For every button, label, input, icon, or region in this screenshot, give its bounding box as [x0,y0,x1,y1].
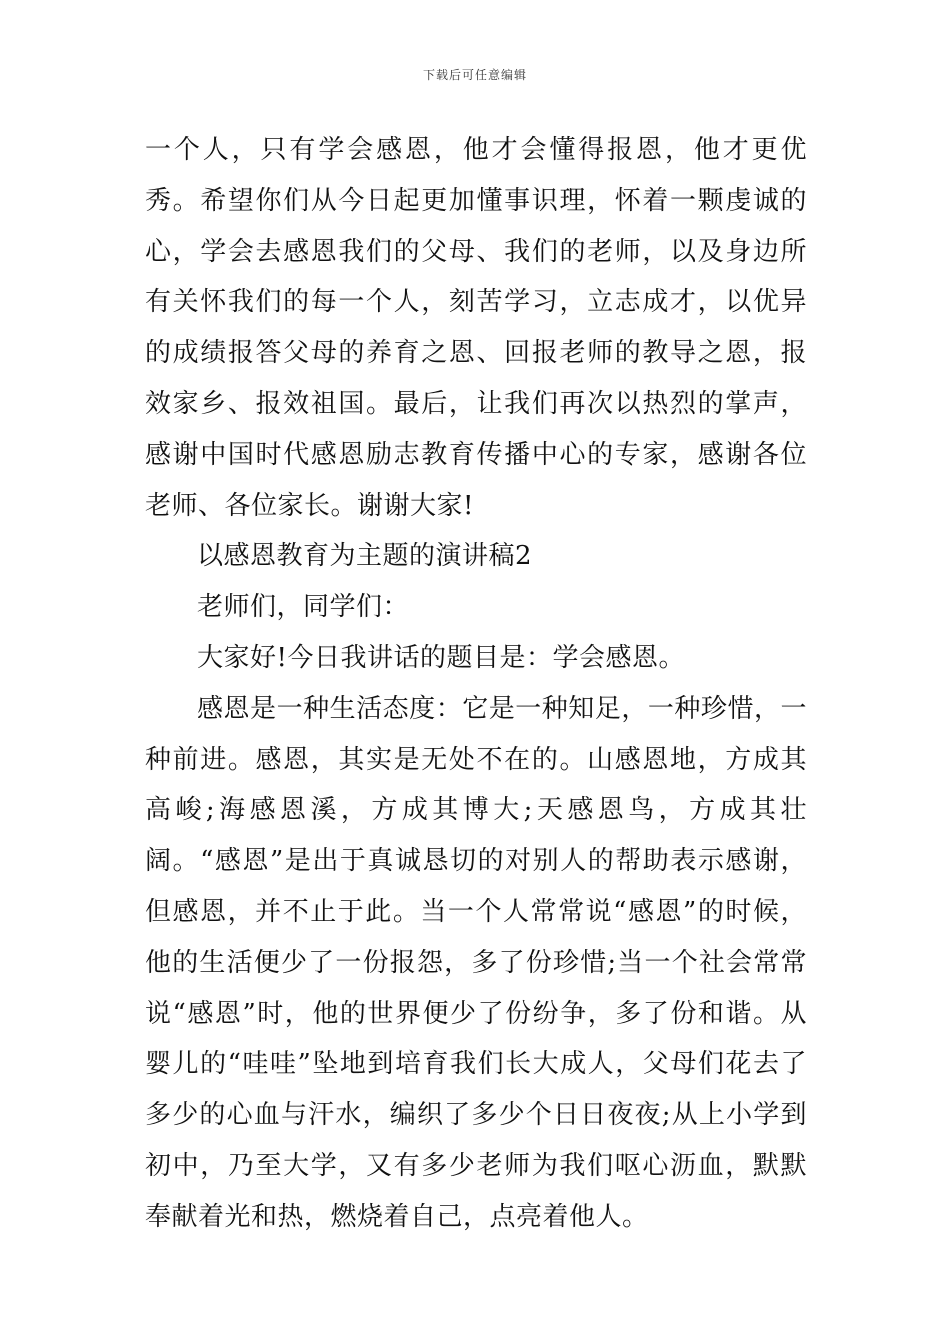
paragraph-greeting: 大家好!今日我讲话的题目是：学会感恩。 [197,642,685,673]
paragraph-main: 感恩是一种生活态度：它是一种知足，一种珍惜，一种前进。感恩，其实是无处不在的。山感恩地，方成其高峻;海感恩溪，方成其博大;天感恩鸟，方成其壮阔。“感恩”是出于真诚恳切的对别人的帮助表示感谢，但感恩，并不止于此。当一个人常常说“感恩”的时候，他的生活便少了一份报怨，多了份珍惜;当一个社会常常说“感恩”时，他的世界便少了份纷争，多了份和谐。从婴儿的“哇哇”坠地到培育我们长大成人，父母们花去了多少的心血与汗水，编织了多少个日日夜夜;从上小学到初中，乃至大学，又有多少老师为我们呕心沥血，默默奉献着光和热，燃烧着自己，点亮着他人。 [145,693,807,1232]
paragraph-closing: 一个人，只有学会感恩，他才会懂得报恩，他才更优秀。希望你们从今日起更加懂事识理，怀着一颗虔诚的心，学会去感恩我们的父母、我们的老师，以及身边所有关怀我们的每一个人，刻苦学习，立志成才，以优异的成绩报答父母的养育之恩、回报老师的教导之恩，报效家乡、报效祖国。最后，让我们再次以热烈的掌声，感谢中国时代感恩励志教育传播中心的专家，感谢各位老师、各位家长。谢谢大家! [145,135,807,521]
paragraph-salutation: 老师们，同学们： [197,592,410,623]
section-title: 以感恩教育为主题的演讲稿2 [197,541,533,572]
page-header: 下载后可任意编辑 [422,68,527,82]
document-body [145,125,807,1243]
